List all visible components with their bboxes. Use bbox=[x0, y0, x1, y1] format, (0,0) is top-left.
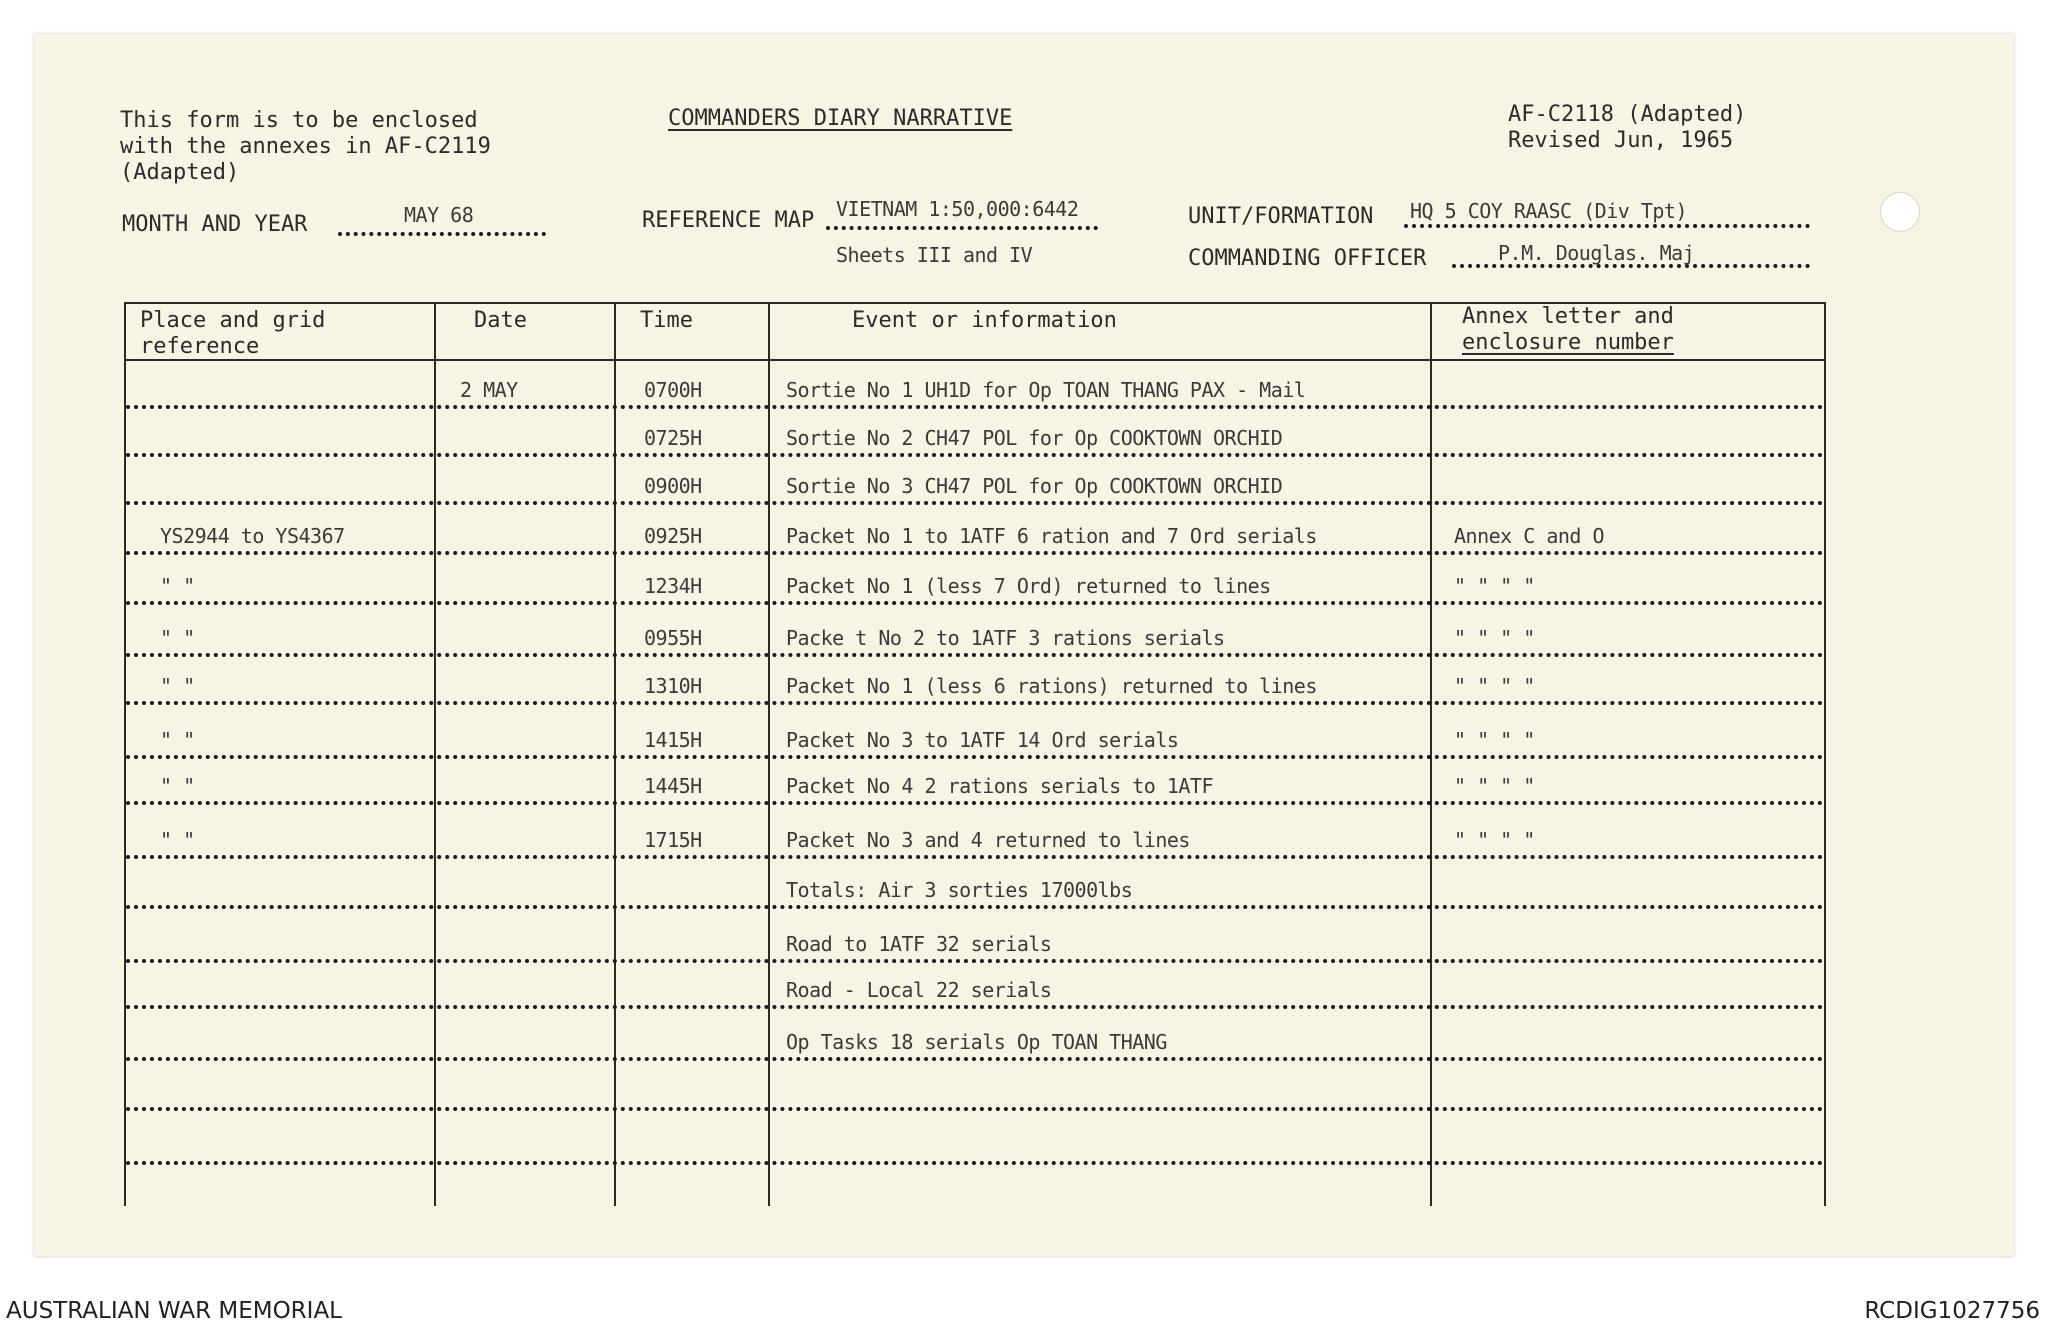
cell-annex: " " " " bbox=[1454, 774, 1535, 798]
footer-archive-name: AUSTRALIAN WAR MEMORIAL bbox=[6, 1298, 342, 1324]
cell-annex: Annex C and O bbox=[1454, 524, 1605, 548]
cell-place: " " bbox=[160, 774, 195, 798]
cell-date: 2 MAY bbox=[460, 378, 518, 402]
cell-event: Packet No 3 to 1ATF 14 Ord serials bbox=[786, 728, 1179, 752]
unit-formation-value: HQ 5 COY RAASC (Div Tpt) bbox=[1410, 199, 1687, 223]
punch-hole bbox=[1880, 192, 1920, 232]
row-dotted-rule bbox=[126, 1161, 1824, 1165]
cell-place: YS2944 to YS4367 bbox=[160, 524, 345, 548]
form-note-line-1: This form is to be enclosed bbox=[120, 108, 478, 133]
cell-time: 0955H bbox=[644, 626, 702, 650]
header-place-line-2: reference bbox=[140, 334, 260, 359]
cell-time: 1445H bbox=[644, 774, 702, 798]
table-col-rule bbox=[1430, 302, 1432, 1206]
row-dotted-rule bbox=[126, 1107, 1824, 1111]
table-col-rule bbox=[124, 302, 126, 1206]
cell-event: Packet No 1 (less 7 Ord) returned to lines bbox=[786, 574, 1271, 598]
month-year-label: MONTH AND YEAR bbox=[122, 212, 308, 237]
cell-place: " " bbox=[160, 828, 195, 852]
cell-annex: " " " " bbox=[1454, 574, 1535, 598]
cell-event: Packet No 4 2 rations serials to 1ATF bbox=[786, 774, 1214, 798]
cell-event: Sortie No 1 UH1D for Op TOAN THANG PAX - Mail bbox=[786, 378, 1306, 402]
cell-event: Op Tasks 18 serials Op TOAN THANG bbox=[786, 1030, 1167, 1054]
header-place-line-1: Place and grid bbox=[140, 308, 326, 333]
row-dotted-rule bbox=[126, 959, 1824, 963]
cell-event: Sortie No 2 CH47 POL for Op COOKTOWN ORCHID bbox=[786, 426, 1283, 450]
cell-event: Packet No 3 and 4 returned to lines bbox=[786, 828, 1190, 852]
header-annex-line-1: Annex letter and bbox=[1462, 304, 1674, 329]
reference-map-label: REFERENCE MAP bbox=[642, 208, 815, 233]
cell-event: Road - Local 22 serials bbox=[786, 978, 1052, 1002]
footer-record-id: RCDIG1027756 bbox=[1864, 1298, 2040, 1324]
unit-formation-leader bbox=[1404, 224, 1810, 228]
header-event: Event or information bbox=[852, 308, 1117, 333]
form-title: COMMANDERS DIARY NARRATIVE bbox=[668, 106, 1013, 131]
cell-event: Road to 1ATF 32 serials bbox=[786, 932, 1052, 956]
cell-event: Sortie No 3 CH47 POL for Op COOKTOWN ORCHID bbox=[786, 474, 1283, 498]
cell-place: " " bbox=[160, 728, 195, 752]
reference-map-sheets: Sheets III and IV bbox=[836, 243, 1033, 267]
cell-time: 1310H bbox=[644, 674, 702, 698]
cell-time: 0900H bbox=[644, 474, 702, 498]
cell-event: Packet No 1 to 1ATF 6 ration and 7 Ord serials bbox=[786, 524, 1317, 548]
cell-time: 0925H bbox=[644, 524, 702, 548]
row-dotted-rule bbox=[126, 701, 1824, 705]
unit-formation-label: UNIT/FORMATION bbox=[1188, 204, 1374, 229]
cell-annex: " " " " bbox=[1454, 828, 1535, 852]
form-ref-line-1: AF-C2118 (Adapted) bbox=[1508, 102, 1747, 127]
cell-event: Packe t No 2 to 1ATF 3 rations serials bbox=[786, 626, 1225, 650]
header-time: Time bbox=[640, 308, 693, 333]
month-year-leader bbox=[338, 232, 546, 236]
month-year-value: MAY 68 bbox=[404, 203, 474, 227]
header-date: Date bbox=[474, 308, 527, 333]
row-dotted-rule bbox=[126, 755, 1824, 759]
form-note-line-3: (Adapted) bbox=[120, 160, 240, 185]
cell-time: 1415H bbox=[644, 728, 702, 752]
table-col-rule bbox=[768, 302, 770, 1206]
row-dotted-rule bbox=[126, 601, 1824, 605]
diary-form-sheet bbox=[34, 34, 2014, 1256]
table-col-rule bbox=[1824, 302, 1826, 1206]
row-dotted-rule bbox=[126, 1057, 1824, 1061]
row-dotted-rule bbox=[126, 551, 1824, 555]
table-col-rule bbox=[434, 302, 436, 1206]
cell-time: 0700H bbox=[644, 378, 702, 402]
cell-time: 1234H bbox=[644, 574, 702, 598]
cell-annex: " " " " bbox=[1454, 728, 1535, 752]
row-dotted-rule bbox=[126, 1005, 1824, 1009]
row-dotted-rule bbox=[126, 453, 1824, 457]
reference-map-value: VIETNAM 1:50,000:6442 bbox=[836, 197, 1079, 221]
cell-time: 1715H bbox=[644, 828, 702, 852]
form-ref-line-2: Revised Jun, 1965 bbox=[1508, 128, 1734, 153]
row-dotted-rule bbox=[126, 801, 1824, 805]
cell-annex: " " " " bbox=[1454, 674, 1535, 698]
cell-time: 0725H bbox=[644, 426, 702, 450]
cell-place: " " bbox=[160, 626, 195, 650]
row-dotted-rule bbox=[126, 905, 1824, 909]
cell-event: Totals: Air 3 sorties 17000lbs bbox=[786, 878, 1133, 902]
row-dotted-rule bbox=[126, 855, 1824, 859]
table-header-rule bbox=[124, 359, 1826, 361]
reference-map-leader bbox=[826, 226, 1098, 230]
table-col-rule bbox=[614, 302, 616, 1206]
cell-annex: " " " " bbox=[1454, 626, 1535, 650]
cell-place: " " bbox=[160, 574, 195, 598]
header-annex-line-2: enclosure number bbox=[1462, 330, 1674, 355]
row-dotted-rule bbox=[126, 501, 1824, 505]
commanding-officer-label: COMMANDING OFFICER bbox=[1188, 246, 1427, 271]
cell-event: Packet No 1 (less 6 rations) returned to lines bbox=[786, 674, 1317, 698]
cell-place: " " bbox=[160, 674, 195, 698]
form-note-line-2: with the annexes in AF-C2119 bbox=[120, 134, 491, 159]
commanding-officer-value: P.M. Douglas. Maj bbox=[1498, 241, 1695, 265]
row-dotted-rule bbox=[126, 653, 1824, 657]
row-dotted-rule bbox=[126, 405, 1824, 409]
